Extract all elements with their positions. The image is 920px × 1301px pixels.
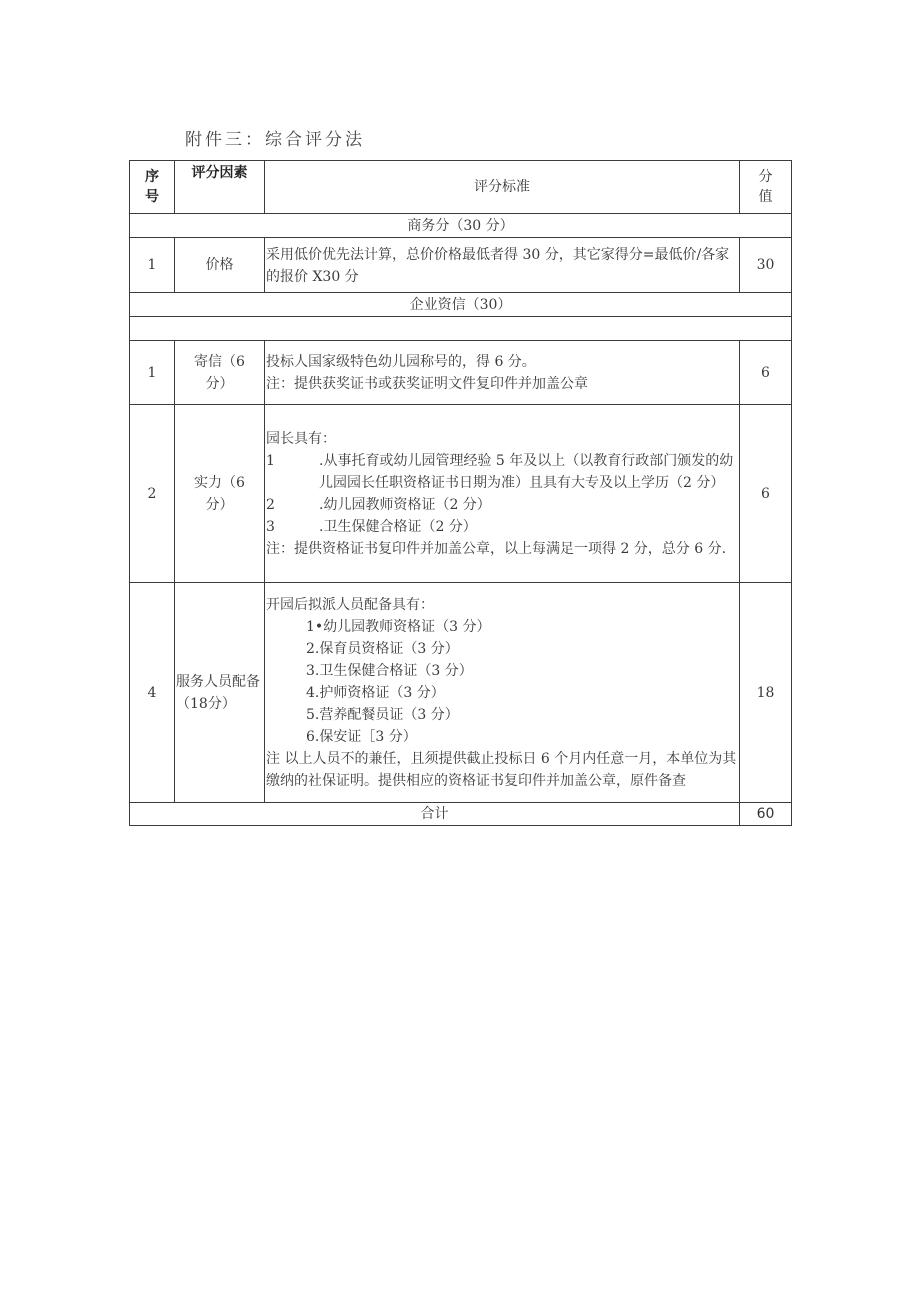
row-seq: 1 bbox=[130, 238, 175, 293]
total-label: 合计 bbox=[130, 803, 740, 826]
list-item: 2.保育员资格证（3 分） bbox=[306, 641, 459, 657]
empty-cell bbox=[130, 317, 792, 341]
row-score: 30 bbox=[740, 238, 792, 293]
list-item-text: .卫生保健合格证（2 分） bbox=[319, 519, 477, 535]
row-score: 6 bbox=[740, 405, 792, 583]
table-header-row bbox=[130, 161, 792, 214]
criteria-intro: 开园后拟派人员配备具有： bbox=[266, 597, 434, 613]
total-row bbox=[130, 803, 792, 826]
scoring-table bbox=[129, 160, 792, 826]
row-seq: 4 bbox=[130, 583, 175, 803]
header-seq: 序号 bbox=[130, 161, 175, 214]
document-title: 附件三：综合评分法 bbox=[185, 130, 365, 150]
list-item-number: 1 bbox=[266, 453, 275, 469]
row-factor: 寄信（6分） bbox=[175, 341, 265, 405]
list-item bbox=[266, 450, 738, 494]
list-item bbox=[266, 494, 738, 516]
section-business: 商务分（30 分） bbox=[130, 214, 792, 238]
row-criteria bbox=[265, 405, 740, 583]
row-factor: 实力（6 分） bbox=[175, 405, 265, 583]
header-factor: 评分因素 bbox=[175, 161, 265, 214]
total-score: 60 bbox=[740, 803, 792, 826]
criteria-note: 注：提供资格证书复印件并加盖公章，以上每满足一项得 2 分，总分 6 分. bbox=[266, 541, 727, 557]
list-item: 5.营养配餐员证（3 分） bbox=[306, 707, 459, 723]
row-criteria: 采用低价优先法计算，总价价格最低者得 30 分，其它家得分=最低价/各家的报价 X30 分 bbox=[265, 238, 740, 293]
section-row-business bbox=[130, 214, 792, 238]
table-row bbox=[130, 238, 792, 293]
row-criteria bbox=[265, 583, 740, 803]
row-factor: 服务人员配备（18分） bbox=[175, 583, 265, 803]
criteria-note: 注：提供获奖证书或获奖证明文件复印件并加盖公章 bbox=[266, 376, 588, 392]
section-qualification: 企业资信（30） bbox=[130, 293, 792, 317]
row-factor: 价格 bbox=[175, 238, 265, 293]
row-score: 6 bbox=[740, 341, 792, 405]
list-item-text: .从事托育或幼儿园管理经验 5 年及以上（以教育行政部门颁发的幼儿园园长任职资格证书日期为准）且具有大专及以上学历（2 分） bbox=[319, 453, 734, 491]
section-row-qualification bbox=[130, 293, 792, 317]
list-item-number: 2 bbox=[266, 497, 275, 513]
list-item-text: .幼儿园教师资格证（2 分） bbox=[319, 497, 491, 513]
header-score: 分值 bbox=[740, 161, 792, 214]
table-row bbox=[130, 405, 792, 583]
list-item: 6.保安证［3 分） bbox=[306, 729, 417, 745]
criteria-intro: 园长具有： bbox=[266, 431, 336, 447]
table-row bbox=[130, 583, 792, 803]
row-seq: 1 bbox=[130, 341, 175, 405]
row-criteria bbox=[265, 341, 740, 405]
row-score: 18 bbox=[740, 583, 792, 803]
criteria-line: 投标人国家级特色幼儿园称号的，得 6 分。 bbox=[266, 354, 536, 370]
empty-row bbox=[130, 317, 792, 341]
list-item: 1•幼儿园教师资格证（3 分） bbox=[306, 619, 491, 635]
header-criteria: 评分标准 bbox=[265, 161, 740, 214]
list-item-number: 3 bbox=[266, 519, 275, 535]
list-item: 3.卫生保健合格证（3 分） bbox=[306, 663, 473, 679]
row-seq: 2 bbox=[130, 405, 175, 583]
list-item bbox=[266, 516, 738, 538]
criteria-note: 注 以上人员不的兼任，且须提供截止投标日 6 个月内任意一月，本单位为其缴纳的社保证明。提供相应的资格证书复印件并加盖公章，原件备查 bbox=[266, 751, 737, 789]
list-item: 4.护师资格证（3 分） bbox=[306, 685, 445, 701]
table-row bbox=[130, 341, 792, 405]
